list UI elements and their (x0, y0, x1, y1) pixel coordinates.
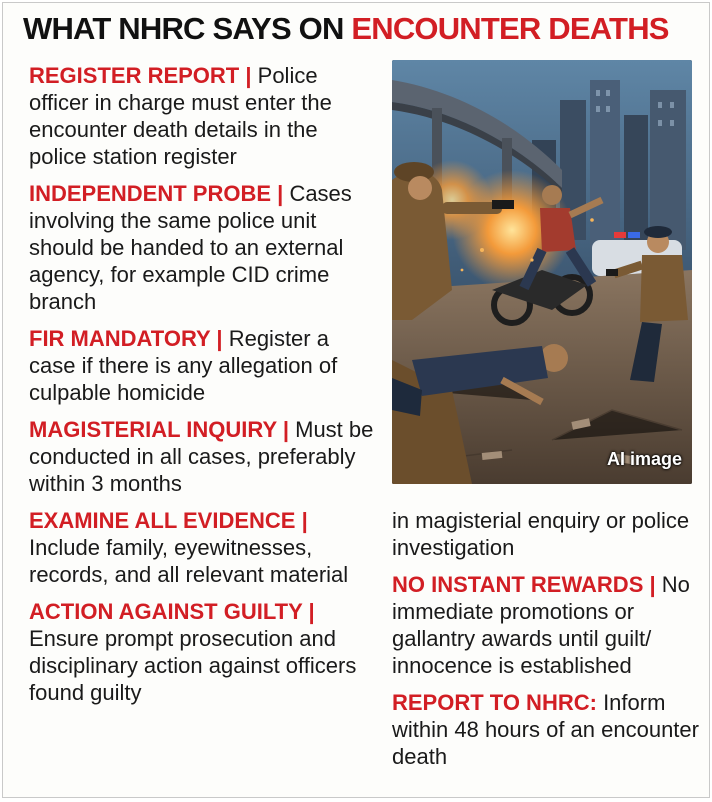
guideline-register-report (29, 62, 374, 170)
guideline-text: Include family, eyewitnesses, records, and all relevant material (29, 535, 349, 587)
guideline-action-against-guilty (29, 598, 374, 706)
headline-black: WHAT NHRC SAYS ON (23, 11, 344, 46)
guidelines-left-column (29, 62, 374, 716)
guideline-label: INDEPENDENT PROBE | (29, 181, 284, 206)
guideline-text: Ensure prompt prosecution and disciplinary action against officers found guilty (29, 626, 357, 705)
headline-red: ENCOUNTER DEATHS (351, 11, 669, 46)
guideline-text: Inform within 48 hours of an encounter death (392, 690, 699, 769)
guideline-label: ACTION AGAINST GUILTY | (29, 599, 315, 624)
guideline-fir-mandatory (29, 325, 374, 406)
guideline-text: Must be conducted in all cases, preferably within 3 months (29, 417, 374, 496)
headline (23, 11, 669, 47)
ai-image-caption: AI image (606, 449, 682, 469)
guideline-text: in magisterial enquiry or police investigation (392, 508, 690, 560)
guideline-label: EXAMINE ALL EVIDENCE | (29, 508, 308, 533)
guideline-continuation (392, 507, 702, 561)
guideline-label: NO INSTANT REWARDS | (392, 572, 656, 597)
encounter-illustration (392, 60, 692, 484)
guideline-label: FIR MANDATORY | (29, 326, 223, 351)
encounter-scene-image (392, 60, 692, 484)
guideline-no-instant-rewards (392, 571, 702, 679)
infographic-card (2, 2, 710, 798)
guideline-report-to-nhrc (392, 689, 702, 770)
guideline-magisterial-inquiry (29, 416, 374, 497)
guideline-text: Police officer in charge must enter the encounter death details in the police station register (29, 63, 332, 169)
guidelines-right-column (392, 507, 702, 780)
guideline-label: MAGISTERIAL INQUIRY | (29, 417, 289, 442)
guideline-independent-probe (29, 180, 374, 315)
guideline-label: REGISTER REPORT | (29, 63, 252, 88)
guideline-text: Cases involving the same police unit should be handed to an external agency, for example CID crime branch (29, 181, 352, 314)
guideline-label: REPORT TO NHRC: (392, 690, 597, 715)
guideline-text: Register a case if there is any allegation of culpable homicide (29, 326, 338, 405)
guideline-examine-all-evidence (29, 507, 374, 588)
guideline-text: No immediate promotions or gallantry awards until guilt/ innocence is established (392, 572, 690, 678)
